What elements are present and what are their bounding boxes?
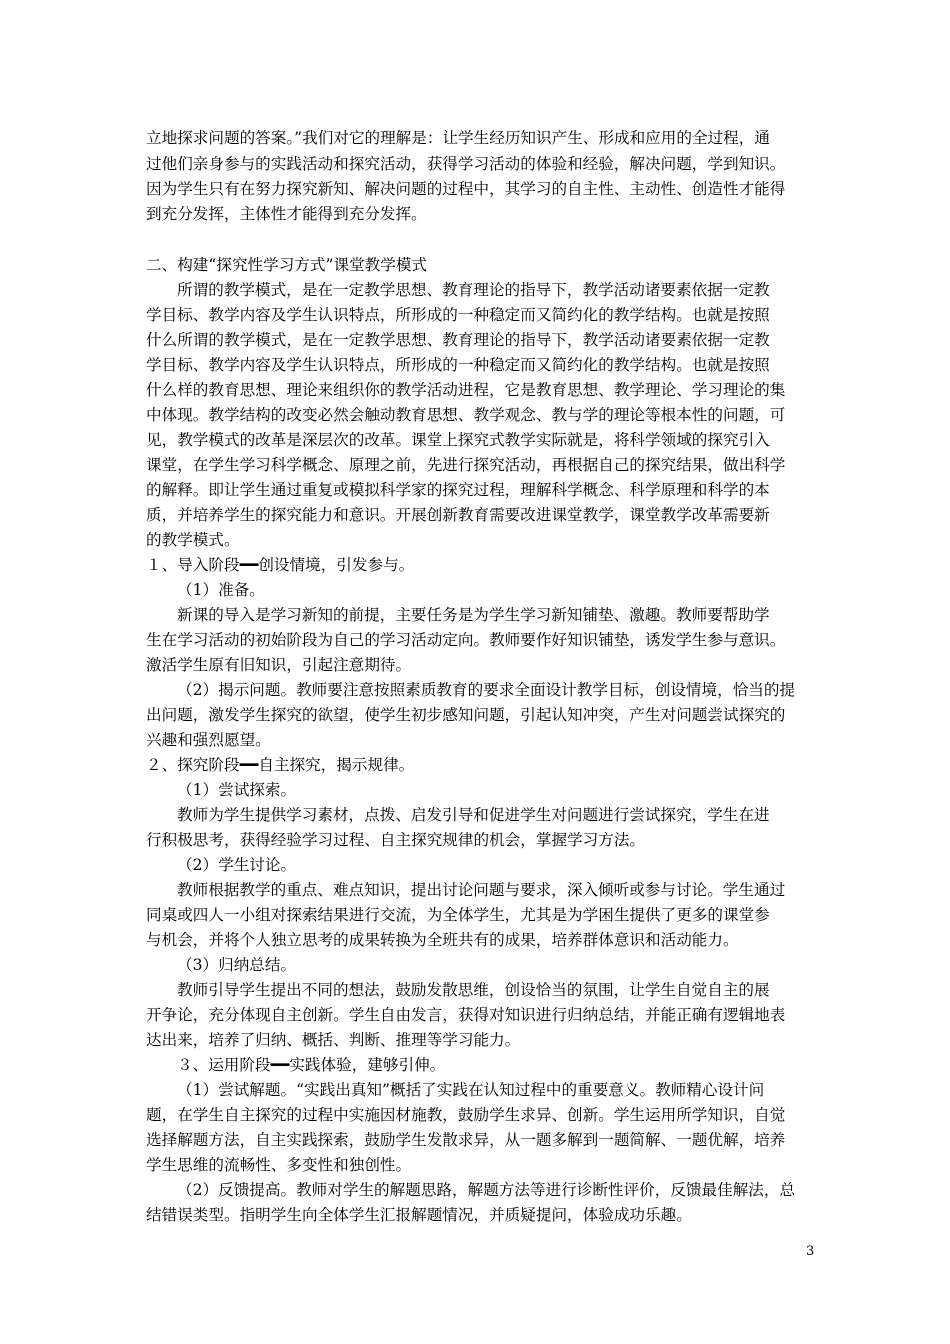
subsection-heading: ３、运用阶段━━实践体验，建够引伸。 (177, 1056, 446, 1074)
text-line: 学目标、教学内容及学生认识特点，所形成的一种稳定而又简约化的教学结构。也就是按照 (146, 306, 770, 324)
text-line: 质，并培养学生的探究能力和意识。开展创新教育需要改进课堂教学，课堂教学改革需要新 (146, 506, 770, 524)
text-line: 的教学模式。 (146, 531, 240, 549)
text-line: 教师引导学生提出不同的想法，鼓励发散思维，创设恰当的氛围，让学生自觉自主的展 (177, 981, 770, 999)
text-line: 所谓的教学模式，是在一定教学思想、教育理论的指导下，教学活动诸要素依据一定教 (177, 281, 770, 299)
text-line: 到充分发挥，主体性才能得到充分发挥。 (146, 205, 427, 223)
text-line: 什么所谓的教学模式，是在一定教学思想、教育理论的指导下，教学活动诸要素依据一定教 (146, 331, 770, 349)
text-line: 中体现。教学结构的改变必然会触动教育思想、教学观念、教与学的理论等根本性的问题，可 (146, 406, 786, 424)
text-line: 题，在学生自主探究的过程中实施因材施教，鼓励学生求异、创新。学生运用所学知识，自觉 (146, 1106, 786, 1124)
text-line: 因为学生只有在努力探究新知、解决问题的过程中，其学习的自主性、主动性、创造性才能得 (146, 180, 786, 198)
text-line: 行积极思考，获得经验学习过程、自主探究规律的机会，掌握学习方法。 (146, 831, 646, 849)
subsection-item: （2）学生讨论。 (177, 856, 297, 874)
text-line: 见，教学模式的改革是深层次的改革。课堂上探究式教学实际就是，将科学领域的探究引入 (146, 431, 770, 449)
text-line: （2）揭示问题。教师要注意按照素质教育的要求全面设计教学目标，创设情境，恰当的提 (177, 681, 796, 699)
page-number: 3 (806, 1244, 815, 1259)
text-line: 的解释。即让学生通过重复或模拟科学家的探究过程，理解科学概念、科学原理和科学的本 (146, 481, 770, 499)
text-line: 新课的导入是学习新知的前提，主要任务是为学生学习新知铺垫、激趣。教师要帮助学 (177, 606, 770, 624)
text-line: 开争论，充分体现自主创新。学生自由发言，获得对知识进行归纳总结，并能正确有逻辑地表 (146, 1006, 786, 1024)
text-line: 选择解题方法，自主实践探索，鼓励学生发散求异，从一题多解到一题简解、一题优解，培养 (146, 1131, 786, 1149)
text-line: 激活学生原有旧知识，引起注意期待。 (146, 656, 412, 674)
text-line: （1）尝试解题。“实践出真知”概括了实践在认知过程中的重要意义。教师精心设计问 (177, 1081, 765, 1099)
text-line: 达出来，培养了归纳、概括、判断、推理等学习能力。 (146, 1031, 521, 1049)
subsection-heading: １、导入阶段━━创设情境，引发参与。 (146, 556, 415, 574)
section-heading: 二、构建“探究性学习方式”课堂教学模式 (146, 256, 428, 274)
text-line: 教师根据教学的重点、难点知识，提出讨论问题与要求，深入倾听或参与讨论。学生通过 (177, 881, 786, 899)
text-line: 课堂，在学生学习科学概念、原理之前，先进行探究活动，再根据自己的探究结果，做出科学 (146, 456, 786, 474)
text-line: 教师为学生提供学习素材，点拨、启发引导和促进学生对问题进行尝试探究，学生在进 (177, 806, 770, 824)
text-line: 立地探求问题的答案。”我们对它的理解是：让学生经历知识产生、形成和应用的全过程，通 (146, 129, 770, 147)
text-line: 与机会，并将个人独立思考的成果转换为全班共有的成果，培养群体意识和活动能力。 (146, 931, 739, 949)
text-line: 什么样的教育思想、理论来组织你的教学活动进程，它是教育思想、教学理论、学习理论的集 (146, 381, 786, 399)
text-line: 学生思维的流畅性、多变性和独创性。 (146, 1156, 412, 1174)
text-line: （2）反馈提高。教师对学生的解题思路，解题方法等进行诊断性评价，反馈最佳解法，总 (177, 1181, 796, 1199)
text-line: 出问题，激发学生探究的欲望，使学生初步感知问题，引起认知冲突，产生对问题尝试探究的 (146, 706, 786, 724)
subsection-heading: ２、探究阶段━━自主探究，揭示规律。 (146, 756, 415, 774)
text-line: 生在学习活动的初始阶段为自己的学习活动定向。教师要作好知识铺垫，诱发学生参与意识。 (146, 631, 786, 649)
text-line: 学目标、教学内容及学生认识特点，所形成的一种稳定而又简约化的教学结构。也就是按照 (146, 356, 770, 374)
text-line: 兴趣和强烈愿望。 (146, 731, 271, 749)
subsection-item: （1）尝试探索。 (177, 781, 297, 799)
subsection-item: （1）准备。 (177, 581, 265, 599)
subsection-item: （3）归纳总结。 (177, 956, 297, 974)
text-line: 同桌或四人一小组对探索结果进行交流，为全体学生，尤其是为学困生提供了更多的课堂参 (146, 906, 770, 924)
text-line: 结错误类型。指明学生向全体学生汇报解题情况，并质疑提问，体验成功乐趣。 (146, 1206, 692, 1224)
text-line: 过他们亲身参与的实践活动和探究活动，获得学习活动的体验和经验，解决问题，学到知识。 (146, 155, 786, 173)
